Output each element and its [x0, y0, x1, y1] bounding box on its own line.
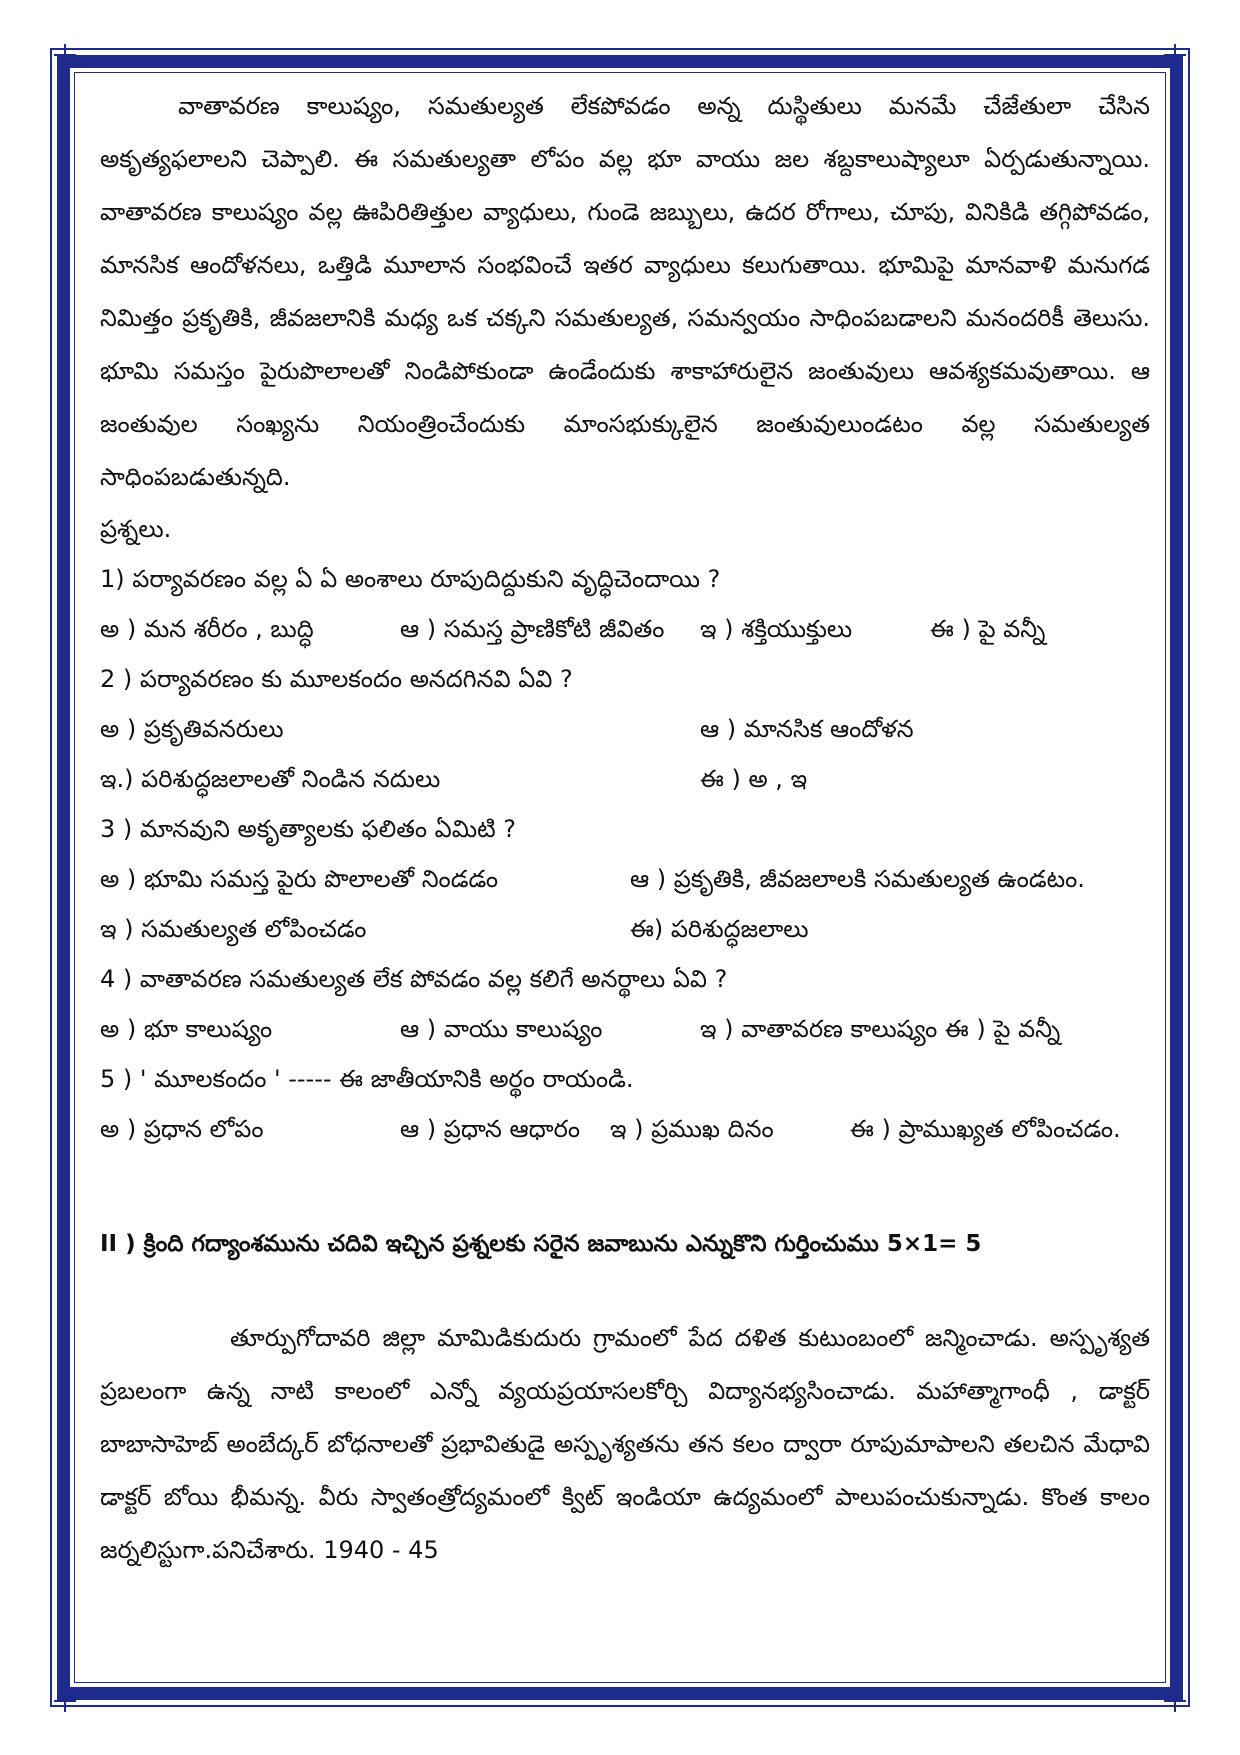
page-content — [100, 80, 1150, 1577]
spacer — [100, 1272, 1150, 1312]
spacer — [100, 1154, 1150, 1216]
question-1: 1) పర్యావరణం వల్ల ఏ ఏ అంశాలు రూపుదిద్దుకుని వృద్ధిచెందాయి ? — [100, 565, 721, 593]
corner-ornament-bottom-right — [1164, 1690, 1186, 1712]
q3-option-c: ఇ ) సమతుల్యత లోపించడం — [100, 915, 367, 943]
q1-option-c: ఇ ) శక్తియుక్తులు — [700, 615, 853, 643]
q2-option-b: ఆ ) మానసిక ఆందోళన — [700, 715, 914, 743]
q5-option-d: ఈ ) ప్రాముఖ్యత లోపించడం. — [850, 1115, 1121, 1143]
question-4-options — [100, 1004, 1150, 1054]
questions-heading: ప్రశ్నలు. — [100, 515, 172, 543]
q1-option-b: ఆ ) సమస్త ప్రాణికోటి జీవితం — [400, 615, 665, 643]
section-2-heading: II ) క్రింది గద్యాంశమును చదివి ఇచ్చిన ప్రశ్నలకు సరైన జవాబును ఎన్నుకొని గుర్తించుము 5×1= 5 — [100, 1231, 982, 1257]
corner-ornament-top-left — [54, 44, 76, 66]
q2-option-d: ఈ ) అ , ఇ — [700, 765, 808, 793]
q4-option-a: అ ) భూ కాలుష్యం — [100, 1015, 273, 1043]
question-2-options-row-1 — [100, 704, 1150, 754]
question-3: 3 ) మానవుని అకృత్యాలకు ఫలితం ఏమిటి ? — [100, 815, 517, 843]
q3-option-d: ఈ) పరిశుద్ధజలాలు — [630, 915, 809, 943]
q1-option-a: అ ) మన శరీరం , బుద్ధి — [100, 615, 314, 643]
question-5: 5 ) ' మూలకందం ' ----- ఈ జాతీయానికి అర్థం రాయండి. — [100, 1065, 634, 1093]
passage-1: వాతావరణ కాలుష్యం, సమతుల్యత లేకపోవడం అన్న దుస్థితులు మనమే చేజేతులా చేసిన అకృత్యఫలాలని చెప్పాలి. ఈ సమతుల్యతా లోపం వల్ల భూ వాయు జల శబ్దకాలుష్యాలూ ఏర్పడుతున్నాయి. వాతావరణ కాలుష్యం వల్ల ఊపిరితిత్తుల వ్యాధులు, గుండె జబ్బులు, ఉదర రోగాలు, చూపు, వినికిడి తగ్గిపోవడం, మానసిక ఆందోళనలు, ఒత్తిడి మూలాన సంభవించే ఇతర వ్యాధులు కలుగుతాయి. భూమిపై మానవాళి మనుగడ నిమిత్తం ప్రకృతికి, జీవజలానికి మధ్య ఒక చక్కని సమతుల్యత, సమన్వయం సాధింపబడాలని మనందరికీ తెలుసు. భూమి సమస్తం పైరుపొలాలతో నిండిపోకుండా ఉండేందుకు శాకాహారులైన జంతువులు ఆవశ్యకమవుతాయి. ఆ జంతువుల సంఖ్యను నియంత్రించేందుకు మాంసభుక్కులైన జంతువులుండటం వల్ల సమతుల్యత సాధింపబడుతున్నది. — [100, 92, 1150, 491]
question-4: 4 ) వాతావరణ సమతుల్యత లేక పోవడం వల్ల కలిగే అనర్థాలు ఏవి ? — [100, 965, 728, 993]
q3-option-a: అ ) భూమి సమస్త పైరు పొలాలతో నిండడం — [100, 865, 499, 893]
corner-ornament-top-right — [1164, 44, 1186, 66]
q5-option-a: అ ) ప్రధాన లోపం — [100, 1115, 264, 1143]
question-2: 2 ) పర్యావరణం కు మూలకందం అనదగినవి ఏవి ? — [100, 665, 573, 693]
question-3-options-row-2 — [100, 904, 1150, 954]
q4-option-c: ఇ ) వాతావరణ కాలుష్యం ఈ ) పై వన్నీ — [700, 1015, 1061, 1043]
question-3-options-row-1 — [100, 854, 1150, 904]
q1-option-d: ఈ ) పై వన్నీ — [930, 615, 1046, 643]
passage-2: తూర్పుగోదావరి జిల్లా మామిడికుదురు గ్రామంలో పేద దళిత కుటుంబంలో జన్మించాడు. అస్పృశ్యత ప్రబలంగా ఉన్న నాటి కాలంలో ఎన్నో వ్యయప్రయాసలకోర్చి విద్యానభ్యసించాడు. మహాత్మాగాంధీ , డాక్టర్ బాబాసాహెబ్ అంబేద్కర్ బోధనాలతో ప్రభావితుడై అస్పృశ్యతను తన కలం ద్వారా రూపుమాపాలని తలచిన మేధావి డాక్టర్ బోయి భీమన్న. వీరు స్వాతంత్రోద్యమంలో క్విట్ ఇండియా ఉద్యమంలో పాలుపంచుకున్నాడు. కొంత కాలం జర్నలిస్టుగా.పనిచేశారు. 1940 - 45 — [100, 1324, 1150, 1564]
q4-option-b: ఆ ) వాయు కాలుష్యం — [400, 1015, 603, 1043]
corner-ornament-bottom-left — [54, 1690, 76, 1712]
q5-option-b: ఆ ) ప్రధాన ఆధారం — [400, 1115, 581, 1143]
question-1-options — [100, 604, 1150, 654]
q5-option-c: ఇ ) ప్రముఖ దినం — [610, 1115, 774, 1143]
q3-option-b: ఆ ) ప్రకృతికి, జీవజలాలకి సమతుల్యత ఉండటం. — [630, 865, 1085, 893]
question-2-options-row-2 — [100, 754, 1150, 804]
q2-option-a: అ ) ప్రకృతివనరులు — [100, 715, 284, 743]
q2-option-c: ఇ.) పరిశుద్ధజలాలతో నిండిన నదులు — [100, 765, 441, 793]
question-5-options — [100, 1104, 1150, 1154]
